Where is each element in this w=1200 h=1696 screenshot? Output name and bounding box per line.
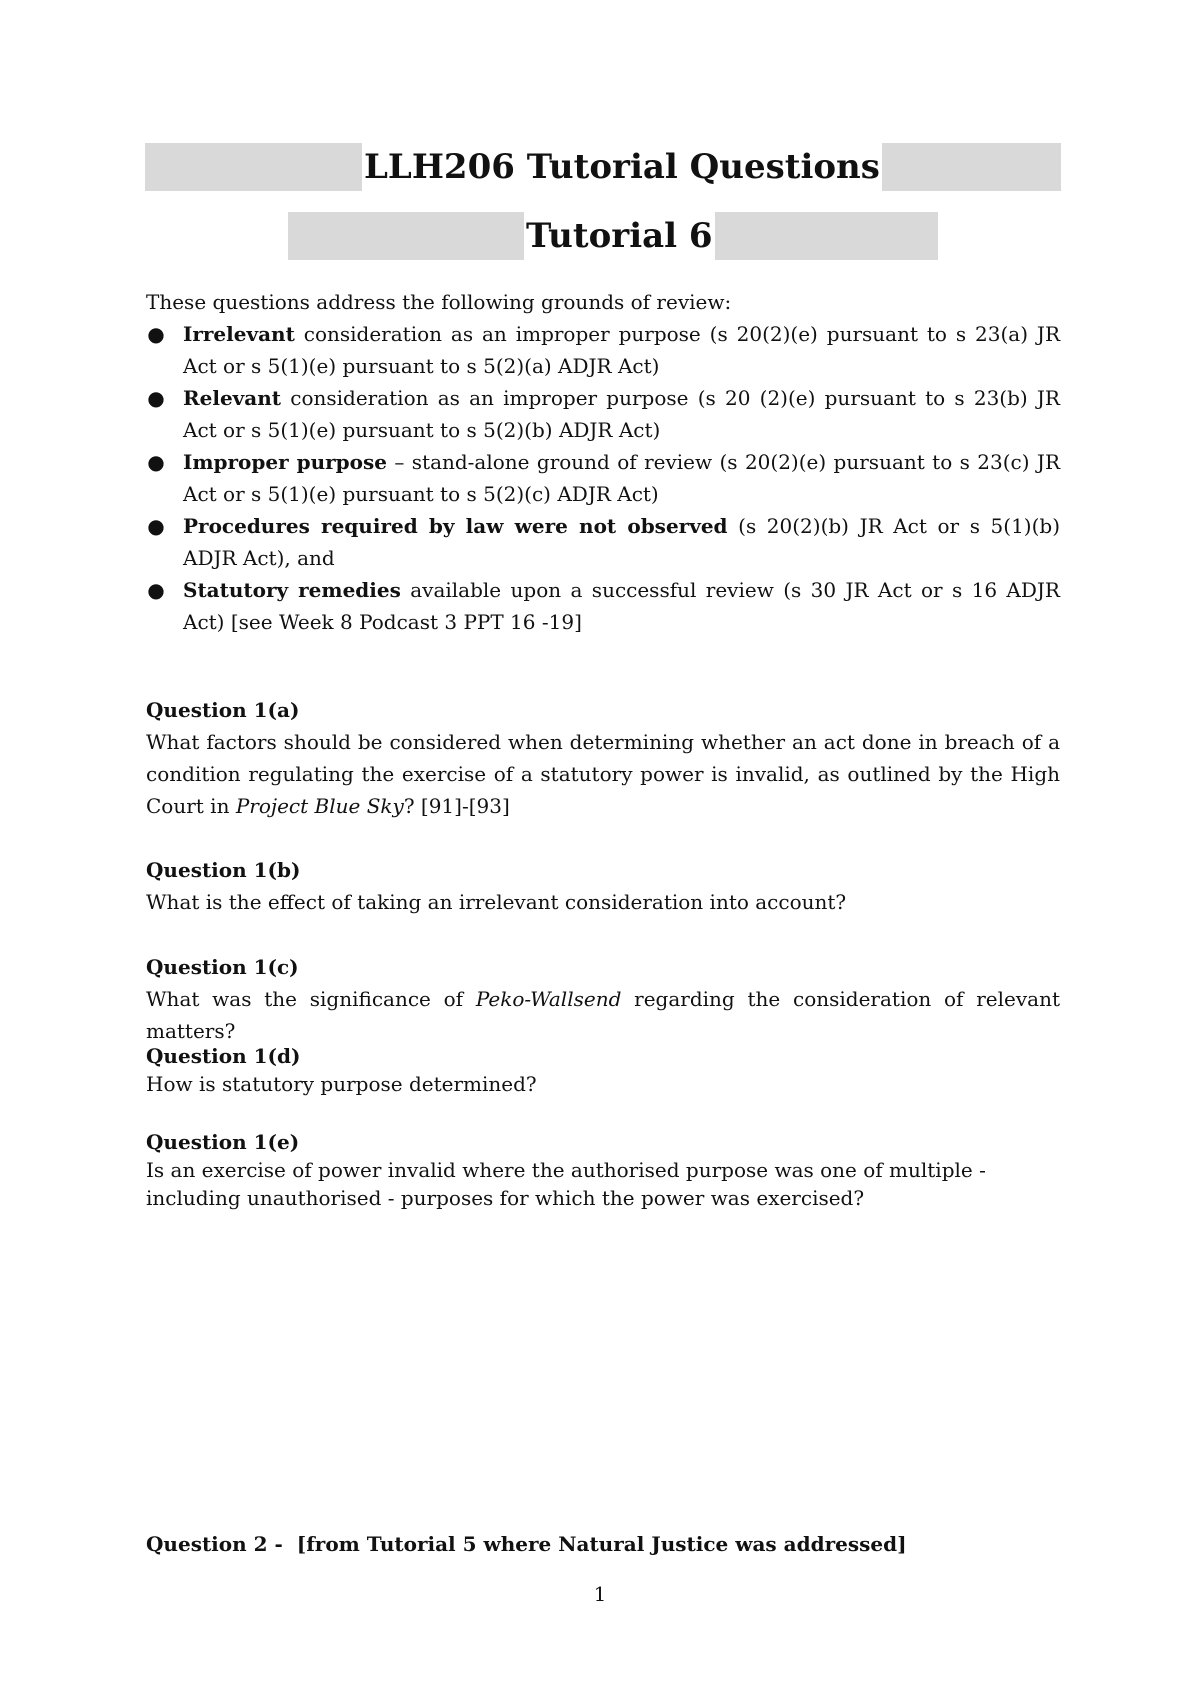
page-subtitle: Tutorial 6 bbox=[524, 212, 715, 260]
list-item bbox=[146, 574, 1060, 638]
ground-name: Procedures required by law were not observed bbox=[183, 514, 728, 538]
intro-text: These questions address the following grounds of review: bbox=[146, 290, 732, 314]
ground-detail: consideration as an improper purpose (s 20(2)(e) pursuant to s 23(a) JR Act or s 5(1)(e) pursuant to s 5(2)(a) ADJR Act) bbox=[183, 322, 1060, 378]
question-1b bbox=[146, 854, 1060, 918]
question-heading: Question 1(a) bbox=[146, 698, 300, 722]
list-item bbox=[146, 446, 1060, 510]
question-text bbox=[146, 726, 1060, 822]
ground-detail: available upon a successful review (s 30 JR Act or s 16 ADJR Act) [see Week 8 Podcast 3 PPT 16 -19] bbox=[183, 578, 1060, 634]
bullet-icon: ● bbox=[147, 322, 165, 346]
question-text: What is the effect of taking an irrelevant consideration into account? bbox=[146, 890, 847, 914]
list-item bbox=[146, 318, 1060, 382]
question-text: How is statutory purpose determined? bbox=[146, 1072, 537, 1096]
case-name: Peko-Wallsend bbox=[475, 987, 622, 1011]
question-2 bbox=[146, 1528, 1060, 1560]
grounds-list bbox=[146, 318, 1060, 638]
question-1e bbox=[146, 1128, 1060, 1212]
page-number: 1 bbox=[593, 1582, 607, 1606]
question-text-part: regarding the consideration of relevant matters? bbox=[146, 987, 1060, 1043]
question-heading: Question 1(e) bbox=[146, 1130, 300, 1154]
question-heading: Question 1(c) bbox=[146, 955, 299, 979]
subtitle-band bbox=[288, 212, 938, 260]
question-heading: Question 2 - [from Tutorial 5 where Natural Justice was addressed] bbox=[146, 1532, 907, 1556]
case-name: Project Blue Sky bbox=[235, 794, 404, 818]
bullet-icon: ● bbox=[147, 386, 165, 410]
ground-detail: – stand-alone ground of review (s 20(2)(e) pursuant to s 23(c) JR Act or s 5(1)(e) pursuant to s 5(2)(c) ADJR Act) bbox=[183, 450, 1061, 506]
bullet-icon: ● bbox=[147, 578, 165, 602]
ground-detail: consideration as an improper purpose (s 20 (2)(e) pursuant to s 23(b) JR Act or s 5(1)(e) pursuant to s 5(2)(b) ADJR Act) bbox=[183, 386, 1060, 442]
bullet-icon: ● bbox=[147, 450, 165, 474]
question-text-part: ? [91]-[93] bbox=[403, 794, 510, 818]
ground-name: Irrelevant bbox=[183, 322, 295, 346]
question-heading: Question 1(d) bbox=[146, 1044, 301, 1068]
ground-name: Improper purpose bbox=[183, 450, 387, 474]
ground-name: Statutory remedies bbox=[183, 578, 401, 602]
question-text-part: What factors should be considered when determining whether an act done in breach of a condition regulating the exercise of a statutory power is invalid, as outlined by the High Court in bbox=[146, 730, 1060, 818]
ground-detail: (s 20(2)(b) JR Act or s 5(1)(b) ADJR Act), and bbox=[183, 514, 1061, 570]
list-item bbox=[146, 510, 1060, 574]
question-text-part: What was the significance of bbox=[146, 987, 476, 1011]
question-heading: Question 1(b) bbox=[146, 858, 301, 882]
question-1a bbox=[146, 694, 1060, 822]
question-1c bbox=[146, 951, 1060, 1047]
bullet-icon: ● bbox=[147, 514, 165, 538]
title-band bbox=[145, 143, 1061, 191]
ground-name: Relevant bbox=[183, 386, 282, 410]
question-text: Is an exercise of power invalid where the authorised purpose was one of multiple - including unauthorised - purposes for which the power was exercised? bbox=[146, 1158, 986, 1210]
list-item bbox=[146, 382, 1060, 446]
question-text bbox=[146, 983, 1060, 1047]
question-1d bbox=[146, 1042, 1060, 1098]
page-title: LLH206 Tutorial Questions bbox=[362, 143, 882, 191]
